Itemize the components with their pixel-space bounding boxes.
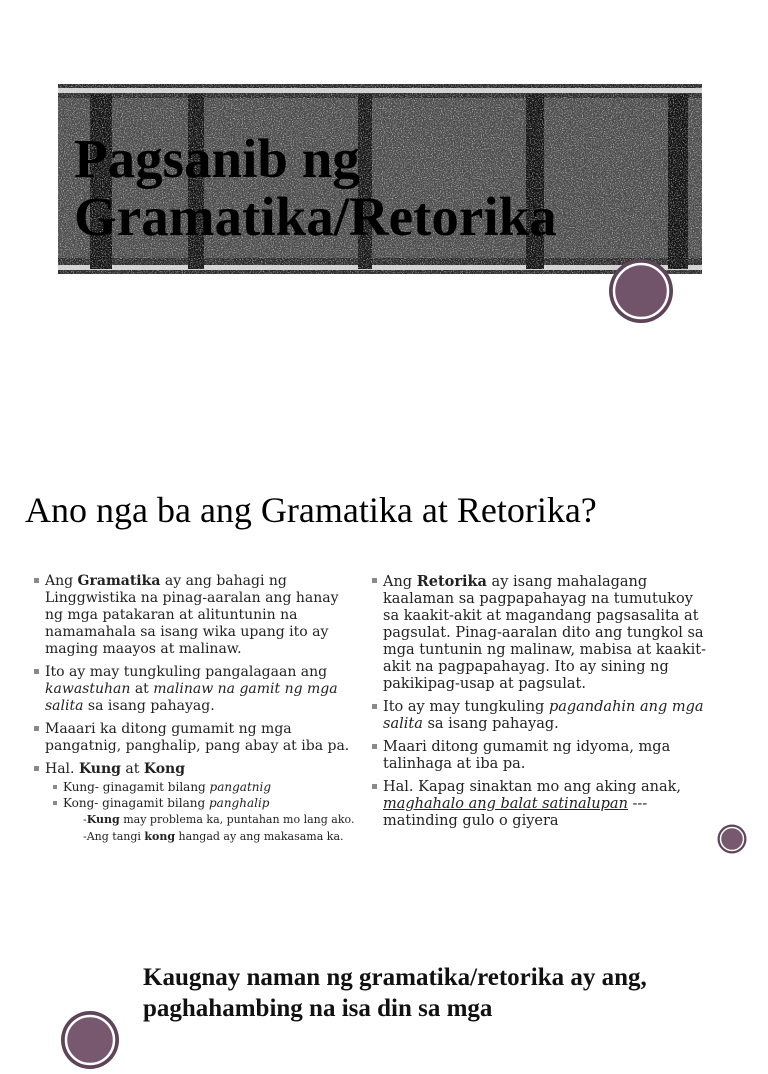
text: ay ang bahagi ng Linggwistika na pinag-aaralan ang hanay ng mga patakaran at alituntunin na namamahala sa isang wika upang ito ay maging maayos at malinaw. xyxy=(45,573,339,657)
decorative-circle-icon xyxy=(60,1010,120,1070)
text: sa isang pahayag. xyxy=(83,698,215,714)
text: Ito ay may tungkuling pangalagaan ang xyxy=(45,664,328,680)
emphasis-bold: kong xyxy=(144,830,176,843)
emphasis: kawastuhan xyxy=(45,681,131,697)
decorative-circle-icon xyxy=(717,824,747,854)
example-line xyxy=(45,811,355,828)
text: may problema ka, puntahan mo lang ako. xyxy=(119,813,355,826)
list-item xyxy=(30,573,355,658)
list-item xyxy=(368,779,713,830)
text: Kung- ginagamit bilang xyxy=(63,780,210,794)
list-item: Maaari ka ditong gumamit ng mga pangatnig, panghalip, pang abay at iba pa. xyxy=(30,721,355,755)
list-item xyxy=(368,699,713,733)
idiom-example: maghahalo ang balat satinalupan xyxy=(383,796,628,812)
circle-graphic xyxy=(60,1010,120,1070)
sub-list-item xyxy=(45,795,355,811)
title-line-2: Gramatika/Retorika xyxy=(74,186,557,247)
emphasis: pagandahin ang mga salita xyxy=(383,699,704,732)
emphasis: pangatnig xyxy=(209,780,272,794)
text: Ito ay may tungkuling xyxy=(383,699,549,715)
emphasis: malinaw na gamit ng mga salita xyxy=(45,681,338,714)
gramatika-bullets xyxy=(30,573,355,845)
emphasis-bold: Kung xyxy=(86,813,120,826)
text: hangad ay ang makasama ka. xyxy=(175,830,344,843)
gramatika-column xyxy=(30,573,355,851)
text: --- matinding gulo o giyera xyxy=(383,796,648,829)
list-item xyxy=(368,573,713,693)
example-line xyxy=(45,828,355,845)
term-gramatika: Gramatika xyxy=(77,573,161,589)
decorative-circle-icon xyxy=(608,258,674,324)
slide3-heading: Kaugnay naman ng gramatika/retorika ay ang, paghahambing na isa din sa mga xyxy=(143,964,647,1022)
term-retorika: Retorika xyxy=(416,573,487,590)
text: ay isang mahalagang kaalaman sa pagpapahayag na tumutukoy sa kaakit-akit at magandang pagsasalita at pagsulat. Pinag-aaralan dito ang tungkol sa mga tuntunin ng malinaw, mabisa at kaakit-akit na pagpapahayag. Ito ay sining ng pakikipag-usap at pagsulat. xyxy=(383,574,706,692)
title-slide xyxy=(0,0,768,440)
text: - xyxy=(83,813,87,826)
text: -Ang tangi xyxy=(83,830,145,843)
text: Ang xyxy=(45,573,78,589)
text: Ang xyxy=(383,574,417,590)
list-item: Maari ditong gumamit ng idyoma, mga talinhaga at iba pa. xyxy=(368,739,713,773)
title-line-1: Pagsanib ng xyxy=(74,128,360,189)
term-kong: Kong xyxy=(143,761,185,777)
list-item xyxy=(30,664,355,715)
emphasis: panghalip xyxy=(208,796,270,810)
text: Kong- ginagamit bilang xyxy=(63,796,209,810)
text: Hal. xyxy=(45,761,79,777)
sub-list-item xyxy=(45,779,355,795)
term-kung: Kung xyxy=(78,761,121,777)
retorika-column xyxy=(368,573,713,836)
sub-bullets xyxy=(45,779,355,811)
circle-graphic xyxy=(608,258,674,324)
text: at xyxy=(120,761,144,777)
section-heading: Ano nga ba ang Gramatika at Retorika? xyxy=(25,490,597,530)
list-item xyxy=(30,761,355,845)
retorika-bullets xyxy=(368,573,713,830)
circle-graphic xyxy=(717,824,747,854)
text: at xyxy=(130,681,154,697)
text: sa isang pahayag. xyxy=(422,716,559,732)
slide-title xyxy=(74,130,557,246)
text: Hal. Kapag sinaktan mo ang aking anak, xyxy=(383,779,681,795)
